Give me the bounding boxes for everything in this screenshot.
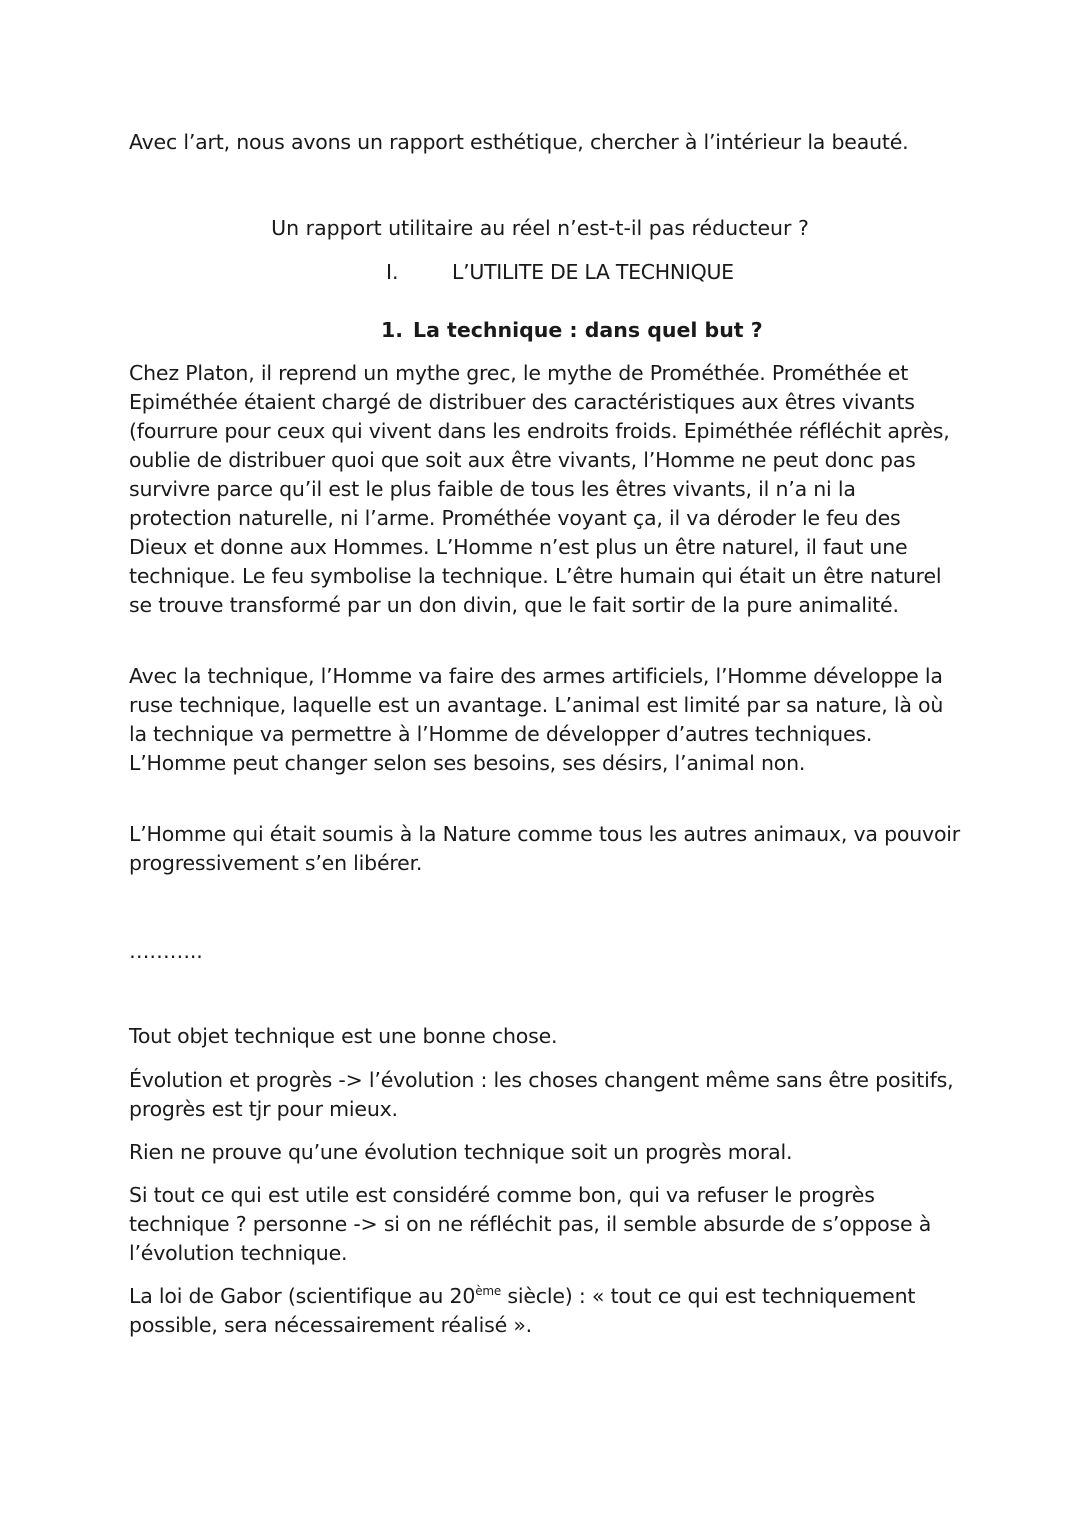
paragraph-promethee: Chez Platon, il reprend un mythe grec, le mythe de Prométhée. Prométhée et Epiméthée étaient chargé de distribuer des caractéristiques aux êtres vivants (fourrure pour ceux qui vivent dans les endroits froids. Epiméthée réfléchit après, oublie de distribuer quoi que soit aux être vivants, l’Homme ne peut donc pas survivre parce qu’il est le plus faible de tous les êtres vivants, il n’a ni la protection naturelle, ni l’arme. Prométhée voyant ça, il va déroder le feu des Dieux et donne aux Hommes. L’Homme n’est plus un être naturel, il faut une technique. Le feu symbolise la technique. L’être humain qui était un être naturel se trouve transformé par un don divin, que le fait sortir de la pure animalité. xyxy=(129,361,950,617)
paragraph-evolution-progres: Évolution et progrès -> l’évolution : les choses changent même sans être positifs, progrès est tjr pour mieux. xyxy=(129,1068,954,1121)
intro-paragraph: Avec l’art, nous avons un rapport esthétique, chercher à l’intérieur la beauté. xyxy=(129,130,909,154)
gabor-text-end: siècle) : « tout ce qui est techniquement possible, sera nécessairement réalisé ». xyxy=(129,1284,916,1337)
subsection-heading xyxy=(381,316,763,345)
paragraph-loi-gabor xyxy=(129,1282,964,1340)
paragraph-objet-technique: Tout objet technique est une bonne chose. xyxy=(129,1024,558,1048)
gabor-text-start: La loi de Gabor (scientifique au 20 xyxy=(129,1284,476,1308)
paragraph-technique-ruse: Avec la technique, l’Homme va faire des armes artificiels, l’Homme développe la ruse technique, laquelle est un avantage. L’animal est limité par sa nature, là où la technique va permettre à l’Homme de développer d’autres techniques. L’Homme peut changer selon ses besoins, ses désirs, l’animal non. xyxy=(129,664,944,775)
section-numeral: I. xyxy=(386,260,399,284)
main-question: Un rapport utilitaire au réel n’est-t-il pas réducteur ? xyxy=(271,216,809,240)
ordinal-superscript: ème xyxy=(475,1284,502,1298)
paragraph-utile-bon: Si tout ce qui est utile est considéré comme bon, qui va refuser le progrès technique ? personne -> si on ne réfléchit pas, il semble absurde de s’oppose à l’évolution technique. xyxy=(129,1183,932,1265)
paragraph-progres-moral: Rien ne prouve qu’une évolution technique soit un progrès moral. xyxy=(129,1140,793,1164)
section-title: L’UTILITE DE LA TECHNIQUE xyxy=(452,260,734,284)
ellipsis-dots: ……….. xyxy=(129,939,203,963)
subsection-number: 1. xyxy=(381,318,404,342)
subsection-title: La technique : dans quel but ? xyxy=(413,318,763,342)
paragraph-liberation: L’Homme qui était soumis à la Nature comme tous les autres animaux, va pouvoir progressivement s’en libérer. xyxy=(129,822,961,875)
